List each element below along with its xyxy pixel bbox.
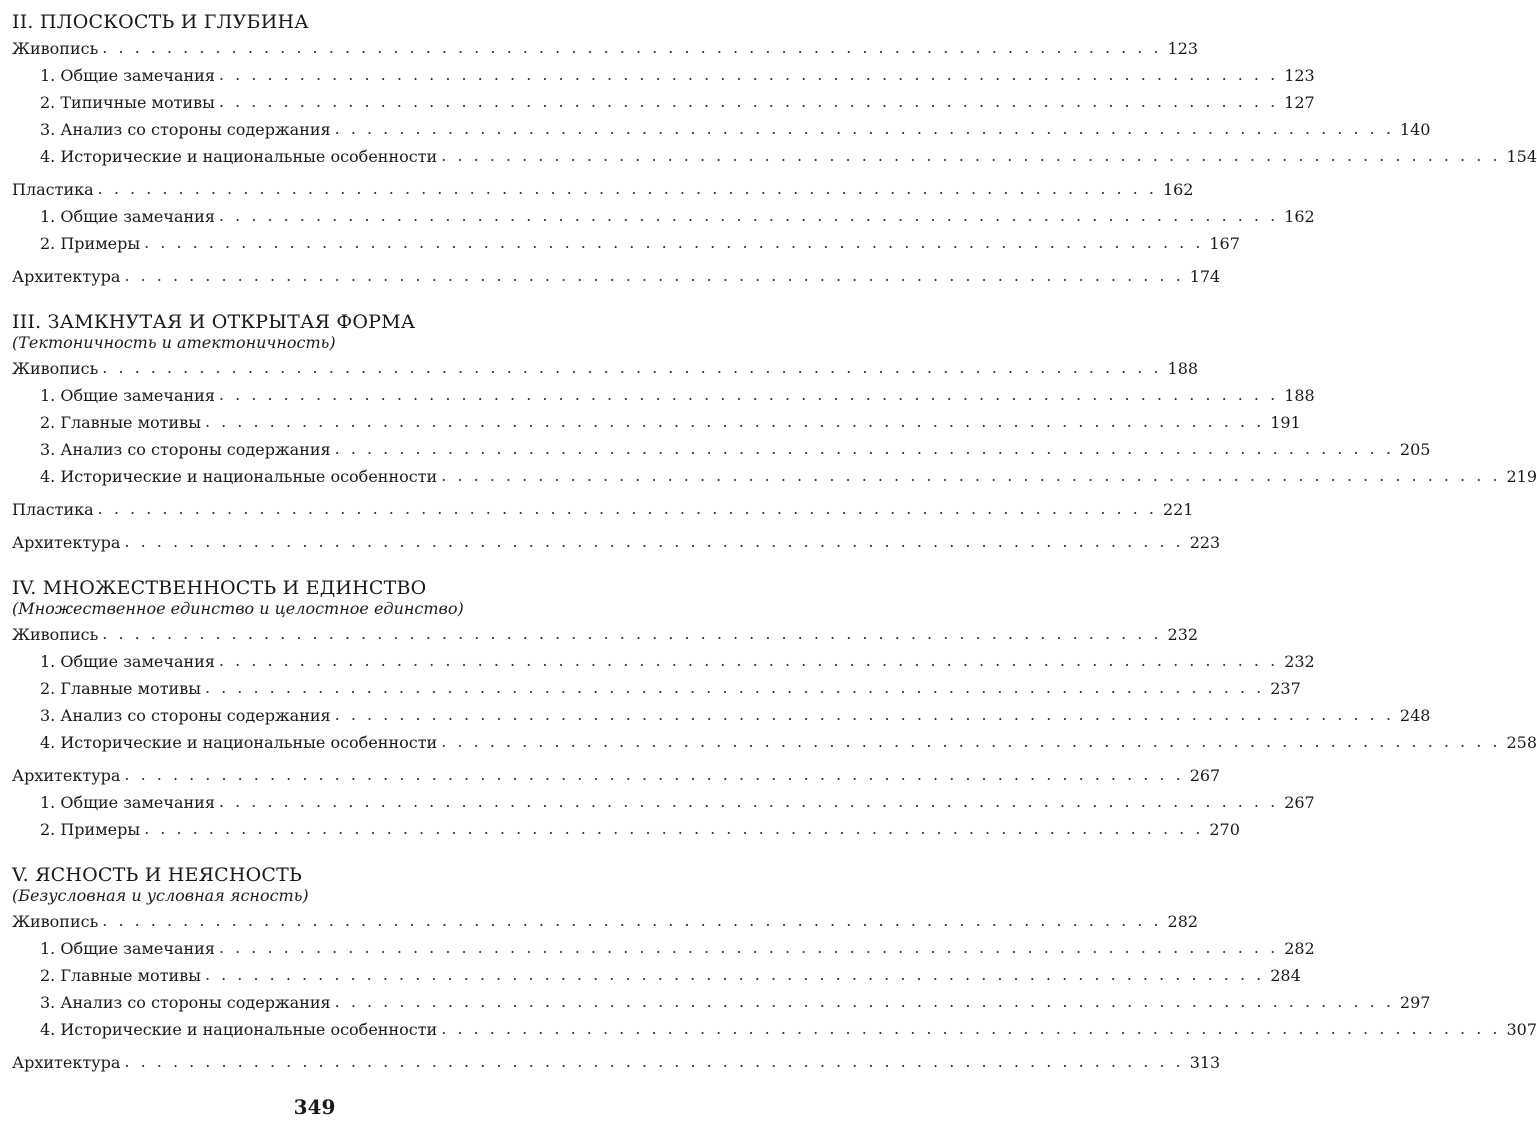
page-number: 282 xyxy=(1167,912,1199,931)
section-subtitle: (Тектоничность и атектоничность) xyxy=(12,333,336,352)
page-number: 140 xyxy=(1399,120,1431,139)
dot-leader: . . . . . . . . . . . . . . . . . . . . . . . . . . . . . . . . . . . . . . . . . . . . . . . . . . . . . . . . . . . . . . . . . . xyxy=(218,938,1279,957)
page-number: 232 xyxy=(1284,652,1315,671)
toc-entry[interactable] xyxy=(12,143,1537,170)
dot-leader: . . . . . . . . . . . . . . . . . . . . . . . . . . . . . . . . . . . . . . . . . . . . . . . . . . . . . . . . . . . . . . . . . . xyxy=(334,992,1394,1011)
page-number: 188 xyxy=(1167,359,1199,378)
dot-leader: . . . . . . . . . . . . . . . . . . . . . . . . . . . . . . . . . . . . . . . . . . . . . . . . . . . . . . . . . . . . . . . . . . xyxy=(204,412,1265,431)
dot-leader: . . . . . . . . . . . . . . . . . . . . . . . . . . . . . . . . . . . . . . . . . . . . . . . . . . . . . . . . . . . . . . . . . . xyxy=(144,819,1204,838)
entry-title: 3. Анализ со стороны содержания xyxy=(40,120,331,139)
entry-title: 1. Общие замечания xyxy=(40,66,215,85)
toc-section xyxy=(12,310,1537,556)
page-number: 267 xyxy=(1284,793,1315,812)
page-number: 297 xyxy=(1399,993,1431,1012)
page-number: 162 xyxy=(1162,180,1194,199)
toc-entry[interactable] xyxy=(12,816,1240,843)
entry-title: Живопись xyxy=(12,39,99,58)
entry-title: Архитектура xyxy=(12,1053,121,1072)
section-heading: V. ЯСНОСТЬ И НЕЯСНОСТЬ xyxy=(12,864,303,886)
page-number: 221 xyxy=(1162,500,1194,519)
toc-entry[interactable] xyxy=(12,355,1199,382)
page-number: 258 xyxy=(1506,733,1537,752)
dot-leader: . . . . . . . . . . . . . . . . . . . . . . . . . . . . . . . . . . . . . . . . . . . . . . . . . . . . . . . . . . . . . . . . . . xyxy=(204,965,1265,984)
dot-leader: . . . . . . . . . . . . . . . . . . . . . . . . . . . . . . . . . . . . . . . . . . . . . . . . . . . . . . . . . . . . . . . . . . xyxy=(334,119,1394,138)
dot-leader: . . . . . . . . . . . . . . . . . . . . . . . . . . . . . . . . . . . . . . . . . . . . . . . . . . . . . . . . . . . . . . . . . . xyxy=(218,792,1279,811)
toc-entry[interactable] xyxy=(12,409,1301,436)
toc-entry[interactable] xyxy=(12,176,1194,203)
toc-entry[interactable] xyxy=(12,962,1301,989)
toc-entry[interactable] xyxy=(12,436,1431,463)
page-number: 248 xyxy=(1399,706,1431,725)
entry-title: 3. Анализ со стороны содержания xyxy=(40,440,331,459)
page-number: 282 xyxy=(1284,939,1315,958)
entry-title: Архитектура xyxy=(12,766,121,785)
dot-leader: . . . . . . . . . . . . . . . . . . . . . . . . . . . . . . . . . . . . . . . . . . . . . . . . . . . . . . . . . . . . . . . . . . xyxy=(441,466,1501,485)
entry-title: 2. Главные мотивы xyxy=(40,966,201,985)
dot-leader: . . . . . . . . . . . . . . . . . . . . . . . . . . . . . . . . . . . . . . . . . . . . . . . . . . . . . . . . . . . . . . . . . . xyxy=(441,146,1501,165)
page-number: 188 xyxy=(1284,386,1315,405)
entry-title: Живопись xyxy=(12,625,99,644)
entry-title: 1. Общие замечания xyxy=(40,793,215,812)
dot-leader: . . . . . . . . . . . . . . . . . . . . . . . . . . . . . . . . . . . . . . . . . . . . . . . . . . . . . . . . . . . . . . . . . . xyxy=(97,179,1157,198)
entry-title: 4. Исторические и национальные особенности xyxy=(40,733,438,752)
dot-leader: . . . . . . . . . . . . . . . . . . . . . . . . . . . . . . . . . . . . . . . . . . . . . . . . . . . . . . . . . . . . . . . . . . xyxy=(441,1019,1501,1038)
toc-entry[interactable] xyxy=(12,729,1537,756)
toc-entry[interactable] xyxy=(12,496,1194,523)
dot-leader: . . . . . . . . . . . . . . . . . . . . . . . . . . . . . . . . . . . . . . . . . . . . . . . . . . . . . . . . . . . . . . . . . . xyxy=(124,266,1184,285)
page-number: 284 xyxy=(1270,966,1301,985)
page-number: 307 xyxy=(1506,1020,1537,1039)
page-number: 270 xyxy=(1209,820,1240,839)
dot-leader: . . . . . . . . . . . . . . . . . . . . . . . . . . . . . . . . . . . . . . . . . . . . . . . . . . . . . . . . . . . . . . . . . . xyxy=(97,499,1157,518)
page-number: 191 xyxy=(1270,413,1301,432)
dot-leader: . . . . . . . . . . . . . . . . . . . . . . . . . . . . . . . . . . . . . . . . . . . . . . . . . . . . . . . . . . . . . . . . . . xyxy=(102,358,1162,377)
entry-title: 3. Анализ со стороны содержания xyxy=(40,706,331,725)
dot-leader: . . . . . . . . . . . . . . . . . . . . . . . . . . . . . . . . . . . . . . . . . . . . . . . . . . . . . . . . . . . . . . . . . . xyxy=(124,532,1184,551)
page-number: 174 xyxy=(1189,267,1221,286)
entry-title: 2. Типичные мотивы xyxy=(40,93,215,112)
entry-title: 1. Общие замечания xyxy=(40,652,215,671)
entry-title: 4. Исторические и национальные особенности xyxy=(40,467,438,486)
dot-leader: . . . . . . . . . . . . . . . . . . . . . . . . . . . . . . . . . . . . . . . . . . . . . . . . . . . . . . . . . . . . . . . . . . xyxy=(218,65,1279,84)
toc-entry[interactable] xyxy=(12,989,1431,1016)
entry-title: 3. Анализ со стороны содержания xyxy=(40,993,331,1012)
entry-title: Живопись xyxy=(12,359,99,378)
toc-entry[interactable] xyxy=(12,648,1315,675)
page-number: 167 xyxy=(1209,234,1240,253)
toc-section xyxy=(12,863,1537,1076)
dot-leader: . . . . . . . . . . . . . . . . . . . . . . . . . . . . . . . . . . . . . . . . . . . . . . . . . . . . . . . . . . . . . . . . . . xyxy=(124,765,1184,784)
dot-leader: . . . . . . . . . . . . . . . . . . . . . . . . . . . . . . . . . . . . . . . . . . . . . . . . . . . . . . . . . . . . . . . . . . xyxy=(334,705,1394,724)
dot-leader: . . . . . . . . . . . . . . . . . . . . . . . . . . . . . . . . . . . . . . . . . . . . . . . . . . . . . . . . . . . . . . . . . . xyxy=(334,439,1394,458)
entry-title: 4. Исторические и национальные особенности xyxy=(40,1020,438,1039)
entry-title: 1. Общие замечания xyxy=(40,207,215,226)
dot-leader: . . . . . . . . . . . . . . . . . . . . . . . . . . . . . . . . . . . . . . . . . . . . . . . . . . . . . . . . . . . . . . . . . . xyxy=(102,911,1162,930)
toc-entry[interactable] xyxy=(12,230,1240,257)
toc-entry[interactable] xyxy=(12,935,1315,962)
dot-leader: . . . . . . . . . . . . . . . . . . . . . . . . . . . . . . . . . . . . . . . . . . . . . . . . . . . . . . . . . . . . . . . . . . xyxy=(218,385,1279,404)
page-number: 313 xyxy=(1189,1053,1221,1072)
page-number: 162 xyxy=(1284,207,1315,226)
entry-title: 2. Примеры xyxy=(40,234,141,253)
dot-leader: . . . . . . . . . . . . . . . . . . . . . . . . . . . . . . . . . . . . . . . . . . . . . . . . . . . . . . . . . . . . . . . . . . xyxy=(218,206,1279,225)
toc-entry[interactable] xyxy=(12,1016,1537,1043)
toc-entry[interactable] xyxy=(12,702,1431,729)
dot-leader: . . . . . . . . . . . . . . . . . . . . . . . . . . . . . . . . . . . . . . . . . . . . . . . . . . . . . . . . . . . . . . . . . . xyxy=(218,651,1279,670)
toc-entry[interactable] xyxy=(12,789,1315,816)
toc-section xyxy=(12,576,1537,843)
dot-leader: . . . . . . . . . . . . . . . . . . . . . . . . . . . . . . . . . . . . . . . . . . . . . . . . . . . . . . . . . . . . . . . . . . xyxy=(144,233,1204,252)
entry-title: 1. Общие замечания xyxy=(40,939,215,958)
toc-entry[interactable] xyxy=(12,263,1221,290)
toc-section xyxy=(12,10,1537,290)
page-number: 123 xyxy=(1284,66,1315,85)
dot-leader: . . . . . . . . . . . . . . . . . . . . . . . . . . . . . . . . . . . . . . . . . . . . . . . . . . . . . . . . . . . . . . . . . . xyxy=(218,92,1279,111)
toc-entry[interactable] xyxy=(12,35,1199,62)
entry-title: Пластика xyxy=(12,500,94,519)
page-number: 237 xyxy=(1270,679,1301,698)
page-number: 123 xyxy=(1167,39,1199,58)
dot-leader: . . . . . . . . . . . . . . . . . . . . . . . . . . . . . . . . . . . . . . . . . . . . . . . . . . . . . . . . . . . . . . . . . . xyxy=(102,38,1162,57)
page-number: 267 xyxy=(1189,766,1221,785)
entry-title: 2. Главные мотивы xyxy=(40,413,201,432)
page-number: 232 xyxy=(1167,625,1199,644)
toc-entry[interactable] xyxy=(12,1049,1221,1076)
page-number: 205 xyxy=(1399,440,1431,459)
toc-entry[interactable] xyxy=(12,463,1537,490)
toc-entry[interactable] xyxy=(12,675,1301,702)
toc-entry[interactable] xyxy=(12,382,1315,409)
table-of-contents xyxy=(12,10,1537,1096)
entry-title: 1. Общие замечания xyxy=(40,386,215,405)
dot-leader: . . . . . . . . . . . . . . . . . . . . . . . . . . . . . . . . . . . . . . . . . . . . . . . . . . . . . . . . . . . . . . . . . . xyxy=(124,1052,1184,1071)
toc-entry[interactable] xyxy=(12,203,1315,230)
entry-title: Архитектура xyxy=(12,533,121,552)
toc-entry[interactable] xyxy=(12,89,1315,116)
section-heading: IV. МНОЖЕСТВЕННОСТЬ И ЕДИНСТВО xyxy=(12,577,427,599)
toc-entry[interactable] xyxy=(12,529,1221,556)
page-folio: 349 xyxy=(293,1095,336,1119)
entry-title: 4. Исторические и национальные особенности xyxy=(40,147,438,166)
section-subtitle: (Множественное единство и целостное единство) xyxy=(12,599,464,618)
entry-title: Живопись xyxy=(12,912,99,931)
toc-entry[interactable] xyxy=(12,62,1315,89)
page-number: 154 xyxy=(1506,147,1537,166)
entry-title: 2. Главные мотивы xyxy=(40,679,201,698)
dot-leader: . . . . . . . . . . . . . . . . . . . . . . . . . . . . . . . . . . . . . . . . . . . . . . . . . . . . . . . . . . . . . . . . . . xyxy=(441,732,1501,751)
entry-title: 2. Примеры xyxy=(40,820,141,839)
section-heading: II. ПЛОСКОСТЬ И ГЛУБИНА xyxy=(12,11,309,33)
section-heading: III. ЗАМКНУТАЯ И ОТКРЫТАЯ ФОРМА xyxy=(12,311,416,333)
section-subtitle: (Безусловная и условная ясность) xyxy=(12,886,309,905)
page-number: 223 xyxy=(1189,533,1221,552)
page-number: 219 xyxy=(1506,467,1537,486)
toc-entry[interactable] xyxy=(12,116,1431,143)
entry-title: Пластика xyxy=(12,180,94,199)
page-number: 127 xyxy=(1284,93,1315,112)
toc-entry[interactable] xyxy=(12,908,1199,935)
dot-leader: . . . . . . . . . . . . . . . . . . . . . . . . . . . . . . . . . . . . . . . . . . . . . . . . . . . . . . . . . . . . . . . . . . xyxy=(204,678,1265,697)
toc-entry[interactable] xyxy=(12,762,1221,789)
dot-leader: . . . . . . . . . . . . . . . . . . . . . . . . . . . . . . . . . . . . . . . . . . . . . . . . . . . . . . . . . . . . . . . . . . xyxy=(102,624,1162,643)
entry-title: Архитектура xyxy=(12,267,121,286)
toc-entry[interactable] xyxy=(12,621,1199,648)
